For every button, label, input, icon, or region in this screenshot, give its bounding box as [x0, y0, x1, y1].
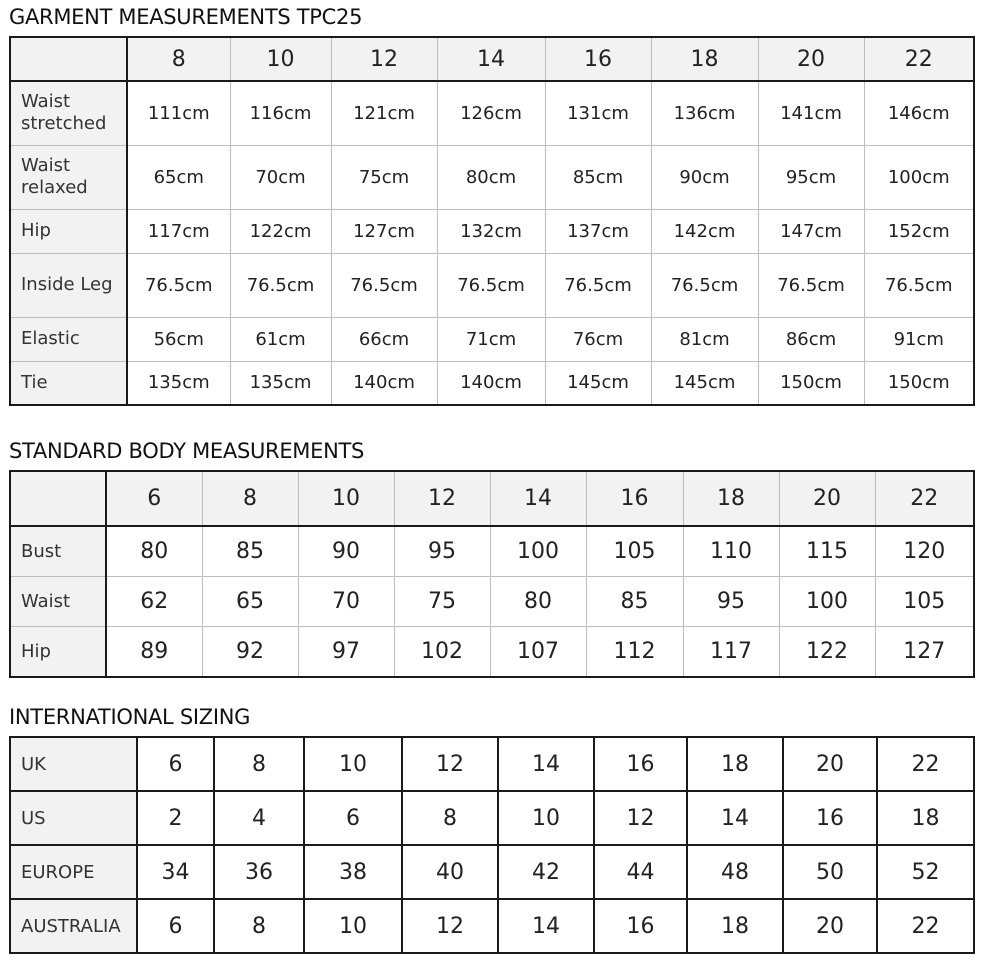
size-header: 12: [331, 37, 437, 81]
table-cell: 107: [490, 627, 586, 678]
table-cell: 147cm: [758, 209, 864, 253]
table-cell: 14: [687, 791, 783, 845]
table-cell: 76cm: [545, 317, 651, 361]
table-cell: 110: [683, 526, 779, 577]
table-cell: 120: [875, 526, 974, 577]
table-cell: 20: [783, 899, 877, 953]
table-cell: 52: [877, 845, 974, 899]
table-header-row: [10, 471, 974, 526]
table-cell: 44: [594, 845, 687, 899]
table-cell: 85cm: [545, 145, 651, 209]
table-cell: 76.5cm: [331, 253, 437, 317]
table-cell: 76.5cm: [437, 253, 545, 317]
table-cell: 76.5cm: [127, 253, 230, 317]
table-cell: 97: [298, 627, 394, 678]
row-label: Waist: [10, 577, 106, 627]
row-label: Waist relaxed: [10, 145, 127, 209]
table-cell: 16: [594, 899, 687, 953]
table-cell: 70cm: [230, 145, 331, 209]
size-header: 22: [864, 37, 974, 81]
table-cell: 16: [594, 737, 687, 791]
corner-cell: [10, 471, 106, 526]
table-cell: 80: [490, 577, 586, 627]
table-cell: 89: [106, 627, 202, 678]
table-cell: 141cm: [758, 81, 864, 145]
table-cell: 75: [394, 577, 490, 627]
table-cell: 6: [304, 791, 402, 845]
table-cell: 131cm: [545, 81, 651, 145]
table-cell: 86cm: [758, 317, 864, 361]
size-header: 6: [106, 471, 202, 526]
table-cell: 95: [394, 526, 490, 577]
size-header: 16: [545, 37, 651, 81]
table-cell: 112: [586, 627, 683, 678]
row-label: EUROPE: [10, 845, 137, 899]
table-cell: 136cm: [651, 81, 758, 145]
table-row: [10, 209, 974, 253]
table-cell: 85: [202, 526, 298, 577]
table-cell: 18: [687, 899, 783, 953]
garment-measurements-title: GARMENT MEASUREMENTS TPC25: [9, 5, 363, 29]
international-sizing-table: [9, 736, 975, 954]
table-row: [10, 899, 974, 953]
table-cell: 85: [586, 577, 683, 627]
table-cell: 65cm: [127, 145, 230, 209]
row-label: UK: [10, 737, 137, 791]
table-cell: 95cm: [758, 145, 864, 209]
table-cell: 42: [498, 845, 594, 899]
size-header: 10: [298, 471, 394, 526]
table-row: [10, 791, 974, 845]
table-cell: 117: [683, 627, 779, 678]
table-cell: 116cm: [230, 81, 331, 145]
table-cell: 18: [687, 737, 783, 791]
size-header: 20: [779, 471, 875, 526]
table-cell: 91cm: [864, 317, 974, 361]
size-header: 18: [651, 37, 758, 81]
table-cell: 135cm: [230, 361, 331, 405]
table-cell: 56cm: [127, 317, 230, 361]
size-header: 20: [758, 37, 864, 81]
table-cell: 80: [106, 526, 202, 577]
table-cell: 140cm: [331, 361, 437, 405]
table-cell: 8: [214, 737, 304, 791]
table-cell: 122: [779, 627, 875, 678]
table-cell: 2: [137, 791, 214, 845]
row-label: Inside Leg: [10, 253, 127, 317]
table-cell: 34: [137, 845, 214, 899]
table-cell: 121cm: [331, 81, 437, 145]
table-cell: 145cm: [545, 361, 651, 405]
row-label: US: [10, 791, 137, 845]
table-row: [10, 737, 974, 791]
row-label: Tie: [10, 361, 127, 405]
row-label: Hip: [10, 209, 127, 253]
table-cell: 111cm: [127, 81, 230, 145]
table-cell: 127cm: [331, 209, 437, 253]
row-label: Elastic: [10, 317, 127, 361]
table-cell: 105: [586, 526, 683, 577]
size-header: 8: [127, 37, 230, 81]
table-cell: 90cm: [651, 145, 758, 209]
table-cell: 16: [783, 791, 877, 845]
table-cell: 22: [877, 737, 974, 791]
table-cell: 92: [202, 627, 298, 678]
table-cell: 152cm: [864, 209, 974, 253]
table-cell: 132cm: [437, 209, 545, 253]
table-cell: 127: [875, 627, 974, 678]
table-cell: 12: [402, 737, 498, 791]
row-label: Hip: [10, 627, 106, 678]
table-cell: 76.5cm: [545, 253, 651, 317]
table-cell: 10: [498, 791, 594, 845]
table-cell: 145cm: [651, 361, 758, 405]
table-cell: 61cm: [230, 317, 331, 361]
table-cell: 102: [394, 627, 490, 678]
garment-measurements-table: [9, 36, 975, 406]
table-cell: 75cm: [331, 145, 437, 209]
size-header: 14: [490, 471, 586, 526]
body-measurements-table: [9, 470, 975, 678]
table-cell: 65: [202, 577, 298, 627]
table-cell: 105: [875, 577, 974, 627]
table-row: [10, 81, 974, 145]
table-cell: 4: [214, 791, 304, 845]
table-cell: 18: [877, 791, 974, 845]
table-cell: 36: [214, 845, 304, 899]
table-cell: 22: [877, 899, 974, 953]
table-row: [10, 317, 974, 361]
table-cell: 95: [683, 577, 779, 627]
table-cell: 62: [106, 577, 202, 627]
table-cell: 122cm: [230, 209, 331, 253]
table-cell: 40: [402, 845, 498, 899]
size-header: 12: [394, 471, 490, 526]
table-cell: 150cm: [864, 361, 974, 405]
table-row: [10, 627, 974, 678]
table-cell: 20: [783, 737, 877, 791]
table-cell: 76.5cm: [758, 253, 864, 317]
table-row: [10, 577, 974, 627]
table-cell: 66cm: [331, 317, 437, 361]
row-label: Waist stretched: [10, 81, 127, 145]
table-cell: 70: [298, 577, 394, 627]
table-cell: 146cm: [864, 81, 974, 145]
size-header: 8: [202, 471, 298, 526]
table-cell: 76.5cm: [230, 253, 331, 317]
table-row: [10, 145, 974, 209]
table-cell: 142cm: [651, 209, 758, 253]
table-cell: 10: [304, 737, 402, 791]
table-cell: 126cm: [437, 81, 545, 145]
size-header: 16: [586, 471, 683, 526]
table-cell: 8: [402, 791, 498, 845]
table-cell: 48: [687, 845, 783, 899]
table-row: [10, 526, 974, 577]
table-cell: 140cm: [437, 361, 545, 405]
table-cell: 6: [137, 899, 214, 953]
table-cell: 10: [304, 899, 402, 953]
table-header-row: [10, 37, 974, 81]
table-cell: 38: [304, 845, 402, 899]
size-header: 10: [230, 37, 331, 81]
table-cell: 14: [498, 737, 594, 791]
table-cell: 137cm: [545, 209, 651, 253]
row-label: Bust: [10, 526, 106, 577]
table-cell: 117cm: [127, 209, 230, 253]
table-cell: 76.5cm: [651, 253, 758, 317]
size-header: 22: [875, 471, 974, 526]
table-cell: 12: [594, 791, 687, 845]
table-cell: 135cm: [127, 361, 230, 405]
table-row: [10, 253, 974, 317]
size-header: 14: [437, 37, 545, 81]
table-cell: 14: [498, 899, 594, 953]
table-cell: 8: [214, 899, 304, 953]
body-measurements-title: STANDARD BODY MEASUREMENTS: [9, 439, 365, 463]
table-cell: 115: [779, 526, 875, 577]
table-cell: 76.5cm: [864, 253, 974, 317]
table-cell: 12: [402, 899, 498, 953]
corner-cell: [10, 37, 127, 81]
table-cell: 80cm: [437, 145, 545, 209]
table-cell: 100: [779, 577, 875, 627]
table-cell: 100: [490, 526, 586, 577]
size-header: 18: [683, 471, 779, 526]
international-sizing-title: INTERNATIONAL SIZING: [9, 705, 251, 729]
table-cell: 6: [137, 737, 214, 791]
table-cell: 50: [783, 845, 877, 899]
table-cell: 90: [298, 526, 394, 577]
table-cell: 71cm: [437, 317, 545, 361]
table-row: [10, 361, 974, 405]
table-cell: 81cm: [651, 317, 758, 361]
table-row: [10, 845, 974, 899]
row-label: AUSTRALIA: [10, 899, 137, 953]
table-cell: 150cm: [758, 361, 864, 405]
table-cell: 100cm: [864, 145, 974, 209]
